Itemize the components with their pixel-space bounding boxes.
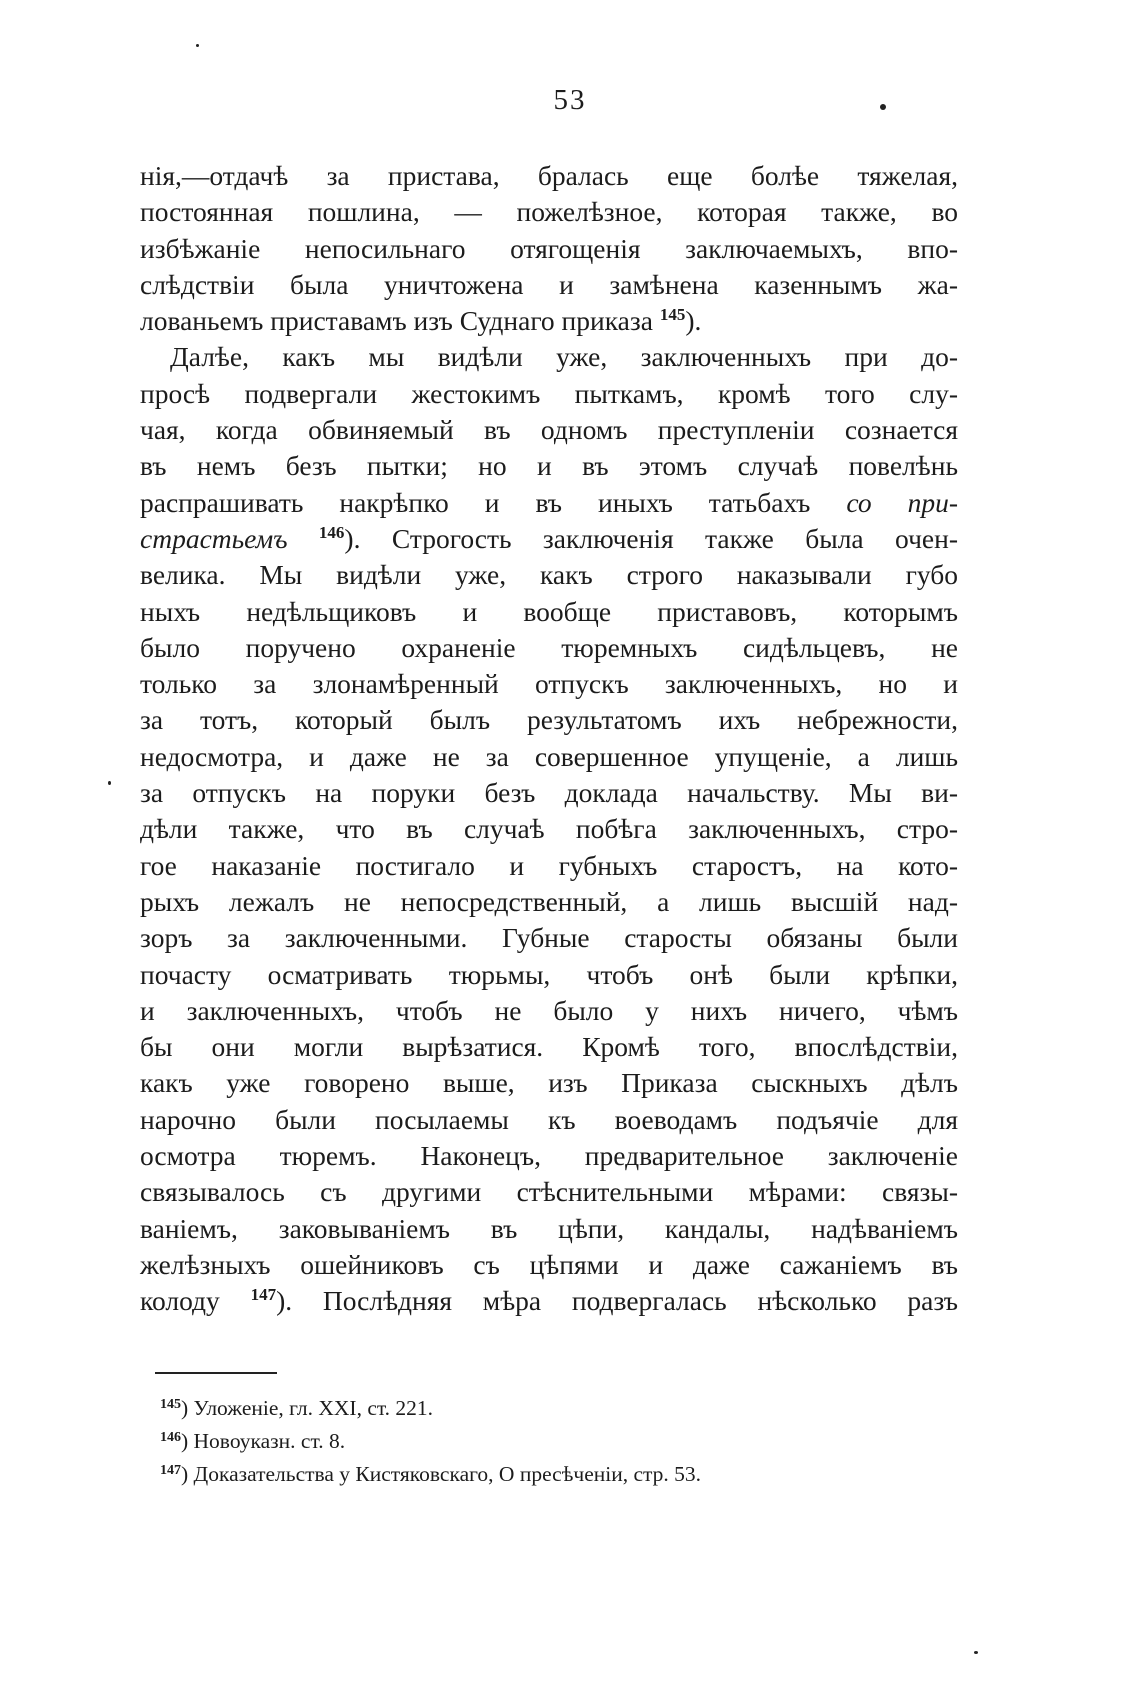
- footnote: [160, 1425, 940, 1458]
- text-line: ваніемъ, заковываніемъ въ цѣпи, кандалы, надѣваніемъ: [140, 1212, 958, 1244]
- text-fragment: ): [685, 305, 695, 337]
- footnote-mark: 147: [160, 1463, 181, 1478]
- text-line: зоръ за заключенными. Губные старосты обязаны были: [140, 922, 958, 954]
- footnotes: [160, 1392, 940, 1491]
- text-line: какъ уже говорено выше, изъ Приказа сыскныхъ дѣлъ: [140, 1067, 958, 1099]
- text-line: чая, когда обвиняемый въ одномъ преступленіи сознается: [140, 414, 958, 446]
- body-text: [140, 158, 958, 1320]
- text-line: осмотра тюремъ. Наконецъ, предварительное заключеніе: [140, 1140, 958, 1172]
- page-number: 53: [553, 84, 587, 116]
- print-speck: [880, 104, 886, 110]
- text-line: рыхъ лежалъ не непосредственный, а лишь высшій над-: [140, 885, 958, 917]
- text-fragment: ): [276, 1285, 286, 1317]
- text-line: бы они могли вырѣзатися. Кромѣ того, впослѣдствіи,: [140, 1031, 958, 1063]
- text-line: избѣжаніе непосильнаго отягощенія заключаемыхъ, впо-: [140, 232, 958, 264]
- print-speck: [196, 44, 199, 47]
- text-line: нарочно были посылаемы къ воеводамъ подъячіе для: [140, 1103, 958, 1135]
- text-line: [140, 485, 958, 521]
- text-line: недосмотра, и даже не за совершенное упущеніе, а лишь: [140, 740, 958, 772]
- text-line: [140, 521, 958, 557]
- footnote: [160, 1392, 940, 1425]
- text-line: за тотъ, который былъ результатомъ ихъ небрежности,: [140, 704, 958, 736]
- text-line: нія,—отдачѣ за пристава, бралась еще болѣе тяжелая,: [140, 160, 958, 191]
- print-speck: [108, 781, 111, 785]
- text-line: слѣдствіи была уничтожена и замѣнена казеннымъ жа-: [140, 268, 958, 300]
- text-line: дѣли также, что въ случаѣ побѣга заключенныхъ, стро-: [140, 813, 958, 845]
- text-line: гое наказаніе постигало и губныхъ старостъ, на кото-: [140, 849, 958, 881]
- print-speck: [974, 1651, 978, 1654]
- footnote-text: ) Новоуказн. ст. 8.: [181, 1429, 346, 1453]
- footnote-mark: 146: [160, 1430, 181, 1445]
- footnote-ref: 145: [659, 305, 686, 325]
- text-fragment: колоду: [140, 1285, 220, 1317]
- text-fragment: лованьемъ приставамъ изъ Суднаго приказа: [140, 305, 653, 337]
- footnote-ref: 147: [250, 1285, 277, 1305]
- italic-text: со при-: [846, 486, 958, 518]
- text-fragment: ): [344, 522, 354, 554]
- text-line: за отпускъ на поруки безъ доклада начальству. Мы ви-: [140, 777, 958, 809]
- text-line: велика. Мы видѣли уже, какъ строго наказывали губо: [140, 559, 958, 591]
- text-line: лованьемъ приставамъ изъ Суднаго приказа $^{145}$).: [140, 305, 702, 337]
- text-line: постоянная пошлина, — пожелѣзное, которая также, во: [140, 196, 958, 228]
- italic-text: страстьемъ: [140, 522, 288, 554]
- footnote-ref: 146: [318, 522, 345, 542]
- text-line: желѣзныхъ ошейниковъ съ цѣпями и даже сажаніемъ въ: [140, 1248, 958, 1280]
- text-line: связывалось съ другими стѣснительными мѣрами: связы-: [140, 1176, 958, 1208]
- text-line: [140, 1283, 958, 1319]
- text-fragment: . Строгость заключенія также была очен-: [353, 522, 958, 554]
- footnote-text: ) Доказательства у Кистяковскаго, О пресѣченіи, стр. 53.: [181, 1462, 702, 1486]
- footnote-divider: [155, 1372, 277, 1374]
- text-line: только за злонамѣренный отпускъ заключенныхъ, но и: [140, 668, 958, 700]
- footnote: [160, 1458, 940, 1491]
- text-line: было поручено охраненіе тюремныхъ сидѣльцевъ, не: [140, 631, 958, 663]
- text-line: въ немъ безъ пытки; но и въ этомъ случаѣ повелѣнь: [140, 450, 958, 482]
- text-line: почасту осматривать тюрьмы, чтобъ онѣ были крѣпки,: [140, 958, 958, 990]
- text-fragment: распрашивать накрѣпко и въ иныхъ татьбахъ: [140, 486, 811, 518]
- text-line: и заключенныхъ, чтобъ не было у нихъ ничего, чѣмъ: [140, 994, 958, 1026]
- footnote-text: ) Уложеніе, гл. XXI, ст. 221.: [181, 1396, 434, 1420]
- text-line: просѣ подвергали жестокимъ пыткамъ, кромѣ того слу-: [140, 377, 958, 409]
- text-line: Далѣе, какъ мы видѣли уже, заключенныхъ при до-: [170, 341, 958, 373]
- footnote-mark: 145: [160, 1397, 181, 1412]
- text-fragment: . Послѣдняя мѣра подвергалась нѣсколько разъ: [285, 1285, 959, 1317]
- text-line: ныхъ недѣльщиковъ и вообще приставовъ, которымъ: [140, 595, 958, 627]
